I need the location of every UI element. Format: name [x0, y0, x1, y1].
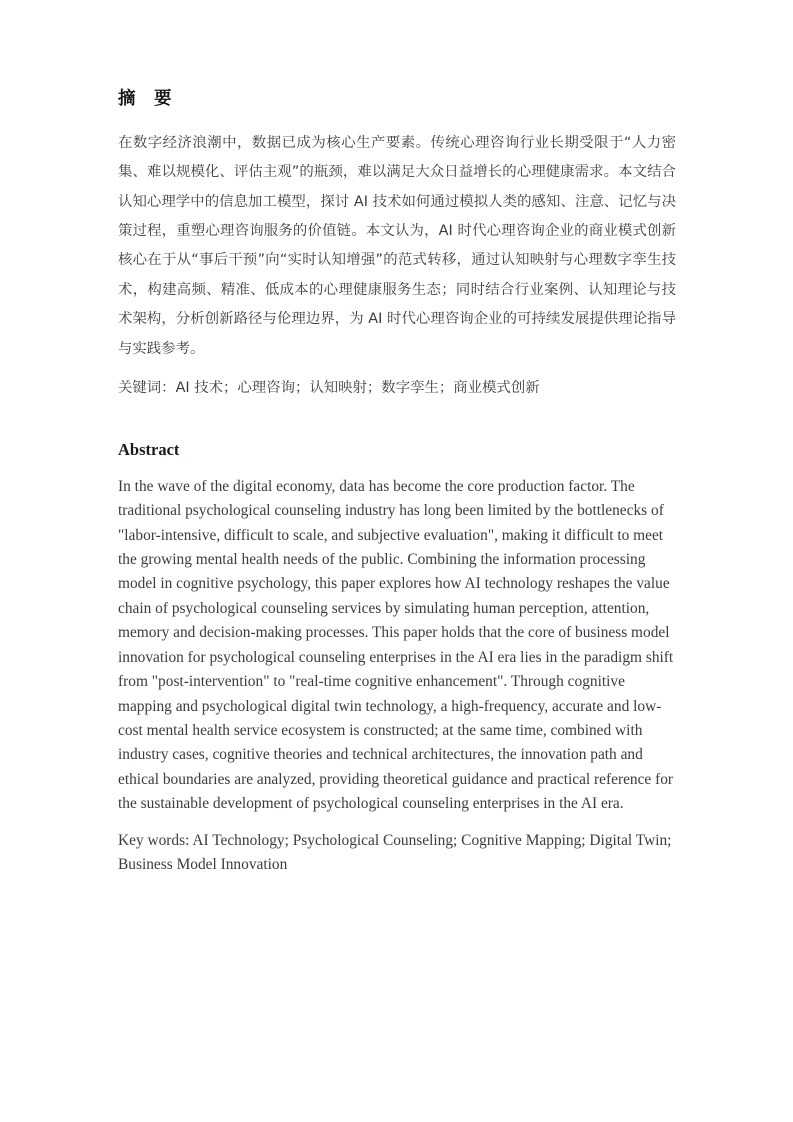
- chinese-abstract-heading: 摘 要: [118, 89, 172, 109]
- english-abstract-heading: Abstract: [118, 440, 180, 460]
- english-abstract-body: In the wave of the digital economy, data has become the core production factor. The traditional psychological counseling industry has long been limited by the bottlenecks of "labor-intensive, difficult to scale, and subjective evaluation", making it difficult to meet the growing mental health needs of the public. Combining the information processing model in cognitive psychology, this paper explores how AI technology reshapes the value chain of psychological counseling services by simulating human perception, attention, memory and decision-making processes. This paper holds that the core of business model innovation for psychological counseling enterprises in the AI era lies in the paradigm shift from "post-intervention" to "real-time cognitive enhancement". Through cognitive mapping and psychological digital twin technology, a high-frequency, accurate and low-cost mental health service ecosystem is constructed; at the same time, combined with industry cases, cognitive theories and technical architectures, the innovation path and ethical boundaries are analyzed, providing theoretical guidance and practical reference for the sustainable development of psychological counseling enterprises in the AI era.: [118, 477, 674, 813]
- chinese-keywords: 关键词：AI 技术；心理咨询；认知映射；数字孪生；商业模式创新: [118, 380, 540, 396]
- english-keywords: Key words: AI Technology; Psychological Counseling; Cognitive Mapping; Digital Twin; Business Model Innovation: [118, 831, 672, 873]
- page-content: [118, 88, 676, 877]
- chinese-abstract-body: 在数字经济浪潮中，数据已成为核心生产要素。传统心理咨询行业长期受限于“人力密集、难以规模化、评估主观”的瓶颈，难以满足大众日益增长的心理健康需求。本文结合认知心理学中的信息加工模型，探讨 AI 技术如何通过模拟人类的感知、注意、记忆与决策过程，重塑心理咨询服务的价值链。本文认为，AI 时代心理咨询企业的商业模式创新核心在于从“事后干预”向“实时认知增强”的范式转移，通过认知映射与心理数字孪生技术，构建高频、精准、低成本的心理健康服务生态；同时结合行业案例、认知理论与技术架构，分析创新路径与伦理边界，为 AI 时代心理咨询企业的可持续发展提供理论指导与实践参考。: [118, 134, 676, 357]
- section-divider-spacer: [118, 403, 676, 439]
